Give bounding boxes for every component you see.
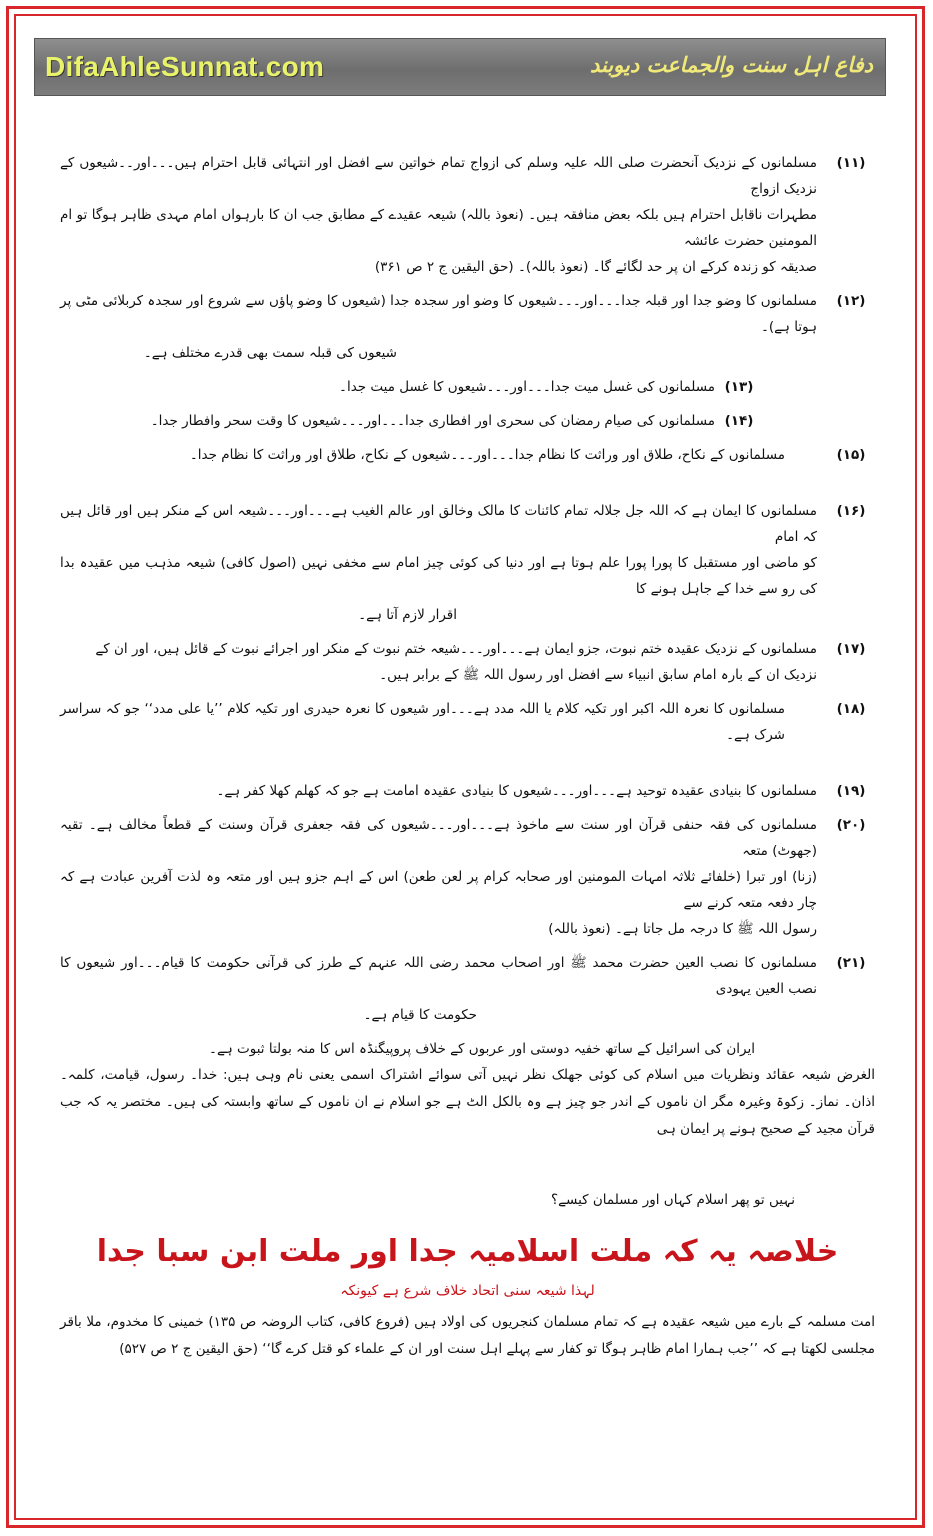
- item-line: مسلمانوں کی فقہ حنفی قرآن اور سنت سے ماخوذ ہے۔۔۔اور۔۔۔شیعوں کی فقہ جعفری قرآن وسنت کے قطعاً مخالف ہے۔ تقیہ (جھوٹ) متعہ: [60, 817, 817, 859]
- item-number: (۱۶): [836, 503, 866, 519]
- item-number: (۲۱): [836, 955, 866, 971]
- item-line: مسلمانوں کا نصب العین حضرت محمد ﷺ اور اصحاب محمد رضی اللہ عنہم کے طرز کی قرآنی حکومت کا قیام۔۔۔اور شیعوں کا نصب العین یہودی: [60, 955, 817, 997]
- conclusion-paragraph: الغرض شیعہ عقائد ونظریات میں اسلام کی کوئی جھلک نظر نہیں آتی سوائے اشتراک اسمی یعنی نام وہی ہیں: خدا۔ رسول، قیامت، کلمہ۔ اذان۔ نماز۔ زکوۃ وغیرہ مگر ان ناموں کے اندر جو چیز ہے وہ بالکل الٹ ہے جو اسلام نے ان ناموں کے ساتھ وابستہ کی ہیں۔ مختصر یہ کہ جب قرآن مجید کے صحیح ہونے پر ایمان ہی: [60, 1067, 875, 1137]
- item-line: مسلمانوں کا ایمان ہے کہ اللہ جل جلالہ تمام کائنات کا مالک وخالق اور عالم الغیب ہے۔۔۔اور۔۔۔شیعہ اس کے منکر ہیں اور قائل ہیں کہ امام: [60, 503, 817, 545]
- item-line: اقرار لازم آتا ہے۔: [358, 607, 457, 623]
- list-item: [60, 950, 875, 1028]
- summary-subheading: لہذا شیعہ سنی اتحاد خلاف شرع ہے کیونکہ: [340, 1283, 595, 1299]
- item-line: مطہرات ناقابل احترام ہیں بلکہ بعض منافقہ ہیں۔ (نعوذ باللہ) شیعہ عقیدے کے مطابق جب ان کا بارہواں امام مہدی ظاہر ہوگا تو ام المومنین حضرت عائشہ: [60, 207, 817, 249]
- item-number: (۱۷): [836, 641, 866, 657]
- item-number: (۲۰): [836, 817, 866, 833]
- list-item: [60, 498, 875, 628]
- item-line: مسلمانوں کی غسل میت جدا۔۔۔اور۔۔۔شیعوں کا غسل میت جدا۔: [339, 379, 715, 395]
- question-line: نہیں تو پھر اسلام کہاں اور مسلمان کیسے؟: [550, 1192, 795, 1208]
- item-number: (۱۱): [836, 155, 866, 171]
- brand-title: دفاع اہل سنت والجماعت دیوبند: [589, 53, 873, 77]
- item-line: مسلمانوں کی صیام رمضان کی سحری اور افطاری جدا۔۔۔اور۔۔۔شیعوں کا وقت سحر وافطار جدا۔: [150, 413, 715, 429]
- document-body: [60, 150, 875, 1363]
- item-line: رسول اللہ ﷺ کا درجہ مل جاتا ہے۔ (نعوذ باللہ): [548, 921, 817, 937]
- item-number: (۱۹): [836, 783, 866, 799]
- item-line: مسلمانوں کے نزدیک عقیدہ ختم نبوت، جزو ایمان ہے۔۔۔اور۔۔۔شیعہ ختم نبوت کے منکر اور اجرائے نبوت کے قائل ہیں، اور ان کے: [95, 641, 817, 657]
- site-name[interactable]: DifaAhleSunnat.com: [45, 51, 325, 82]
- item-line: کو ماضی اور مستقبل کا پورا پورا علم ہوتا ہے اور دنیا کی کوئی چیز امام سے مخفی نہیں (اصول کافی) شیعہ مذہب میں عقیدہ بدا کی رو سے خدا کے جاہل ہونے کا: [60, 555, 817, 597]
- list-item: [60, 288, 875, 366]
- list-item: [60, 442, 875, 468]
- item-number: (۱۳): [724, 379, 754, 395]
- list-item: [60, 696, 875, 748]
- item-line: نزدیک ان کے بارہ امام سابق انبیاء سے افضل اور رسول اللہ ﷺ کے برابر ہیں۔: [379, 667, 817, 683]
- item-line: مسلمانوں کا وضو جدا اور قبلہ جدا۔۔۔اور۔۔۔شیعوں کا وضو اور سجدہ جدا (شیعوں کا وضو پاؤں سے شروع اور سجدہ کربلائی مٹی پر ہوتا ہے)۔: [60, 293, 817, 335]
- item-line: مسلمانوں کے نکاح، طلاق اور وراثت کا نظام جدا۔۔۔اور۔۔۔شیعوں کے نکاح، طلاق اور وراثت کا نظام جدا۔: [189, 447, 785, 463]
- item-line: مسلمانوں کے نزدیک آنحضرت صلی اللہ علیہ وسلم کی ازواج تمام خواتین سے افضل اور انتہائی قابل احترام ہیں۔۔۔اور۔۔شیعوں کے نزدیک ازواج: [60, 155, 817, 197]
- item-line: حکومت کا قیام ہے۔: [363, 1007, 477, 1023]
- iran-note: ایران کی اسرائیل کے ساتھ خفیہ دوستی اور عربوں کے خلاف پروپیگنڈہ اس کا منہ بولتا ثبوت ہے۔: [209, 1041, 755, 1057]
- list-item: [60, 636, 875, 688]
- list-item: [60, 812, 875, 942]
- item-number: (۱۸): [836, 701, 866, 717]
- item-line: (زنا) اور تبرا (خلفائے ثلاثہ امہات المومنین اور صحابہ کرام پر لعن طعن) اس کے اہم جزو ہیں اور متعہ وہ لذت آفرین عبادت ہے کہ چار دفعہ متعہ کرنے سے: [60, 869, 817, 911]
- item-number: (۱۴): [724, 413, 754, 429]
- item-line: مسلمانوں کا نعرہ اللہ اکبر اور تکیہ کلام یا اللہ مدد ہے۔۔۔اور شیعوں کا نعرہ حیدری اور تکیہ کلام ’’یا علی مدد‘‘ جو کہ سراسر شرک ہے۔: [60, 701, 785, 743]
- item-line: شیعوں کی قبلہ سمت بھی قدرے مختلف ہے۔: [143, 345, 397, 361]
- list-item: [60, 778, 875, 804]
- item-line: صدیقہ کو زندہ کرکے ان پر حد لگائے گا۔ (نعوذ باللہ)۔ (حق الیقین ج ۲ ص ۳۶۱): [374, 259, 817, 275]
- page-header: [34, 38, 886, 96]
- item-line: مسلمانوں کا بنیادی عقیدہ توحید ہے۔۔۔اور۔۔۔شیعوں کا بنیادی عقیدہ امامت ہے جو کہ کھلم کھلا کفر ہے۔: [216, 783, 817, 799]
- list-item: [60, 408, 875, 434]
- item-number: (۱۲): [836, 293, 866, 309]
- summary-heading: خلاصہ یہ کہ ملت اسلامیہ جدا اور ملت ابن سبا جدا: [96, 1234, 839, 1269]
- list-item: [60, 150, 875, 280]
- list-item: [60, 374, 875, 400]
- final-paragraph: امت مسلمہ کے بارے میں شیعہ عقیدہ ہے کہ تمام مسلمان کنجریوں کی اولاد ہیں (فروع کافی، کتاب الروضہ ص ۱۳۵) خمینی کا مخدوم، ملا باقر مجلسی لکھتا ہے کہ ’’جب ہمارا امام ظاہر ہوگا تو کفار سے پہلے اہل سنت اور ان کے علماء کو قتل کرے گا‘‘ (حق الیقین ج ۲ ص ۵۲۷): [60, 1314, 875, 1357]
- item-number: (۱۵): [836, 447, 866, 463]
